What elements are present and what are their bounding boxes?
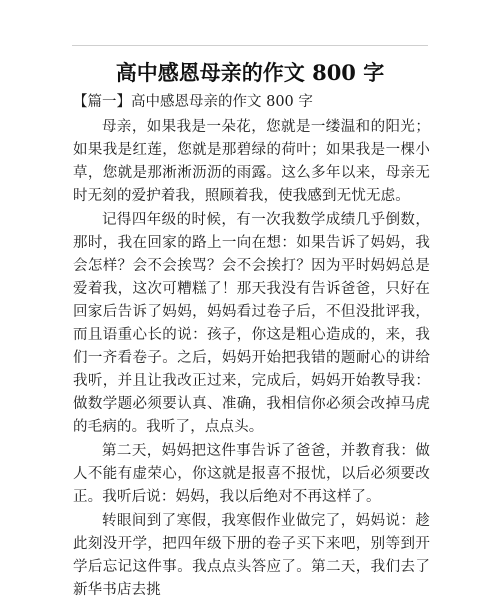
document-body [73,116,430,603]
section-heading: 【篇一】高中感恩母亲的作文 800 字 [73,94,313,110]
paragraph: 记得四年级的时候，有一次我数学成绩几乎倒数，那时，我在回家的路上一向在想：如果告诉了妈妈，我会怎样？会不会挨骂？会不会挨打？因为平时妈妈总是爱着我，这次可糟糕了！那天我没有告诉爸爸，只好在回家后告诉了妈妈，妈妈看过卷子后，不但没批评我，而且语重心长的说：孩子，你这是粗心造成的，来，我们一齐看卷子。之后，妈妈开始把我错的题耐心的讲给我听，并且让我改正过来，完成后，妈妈开始教导我：做数学题必须要认真、准确，我相信你必须会改掉马虎的毛病的。我听了，点点头。 [73,212,430,435]
document-title: 高中感恩母亲的作文 800 字 [115,60,385,85]
header-divider [72,45,428,46]
paragraph: 第二天，妈妈把这件事告诉了爸爸，并教育我：做人不能有虚荣心，你这就是报喜不报忧，以后必须要改正。我听后说：妈妈，我以后绝对不再这样了。 [73,443,430,505]
paragraph: 转眼间到了寒假，我寒假作业做完了，妈妈说：趁此刻没开学，把四年级下册的卷子买下来吧，别等到开学后忘记这件事。我点点头答应了。第二天，我们去了新华书店去挑 [73,513,430,598]
paragraph: 母亲，如果我是一朵花，您就是一缕温和的阳光；如果我是红莲，您就是那碧绿的荷叶；如果我是一棵小草，您就是那淅淅沥沥的雨露。这么多年以来，母亲无时无刻的爱护着我，照顾着我，使我感到无忧无虑。 [73,119,430,204]
